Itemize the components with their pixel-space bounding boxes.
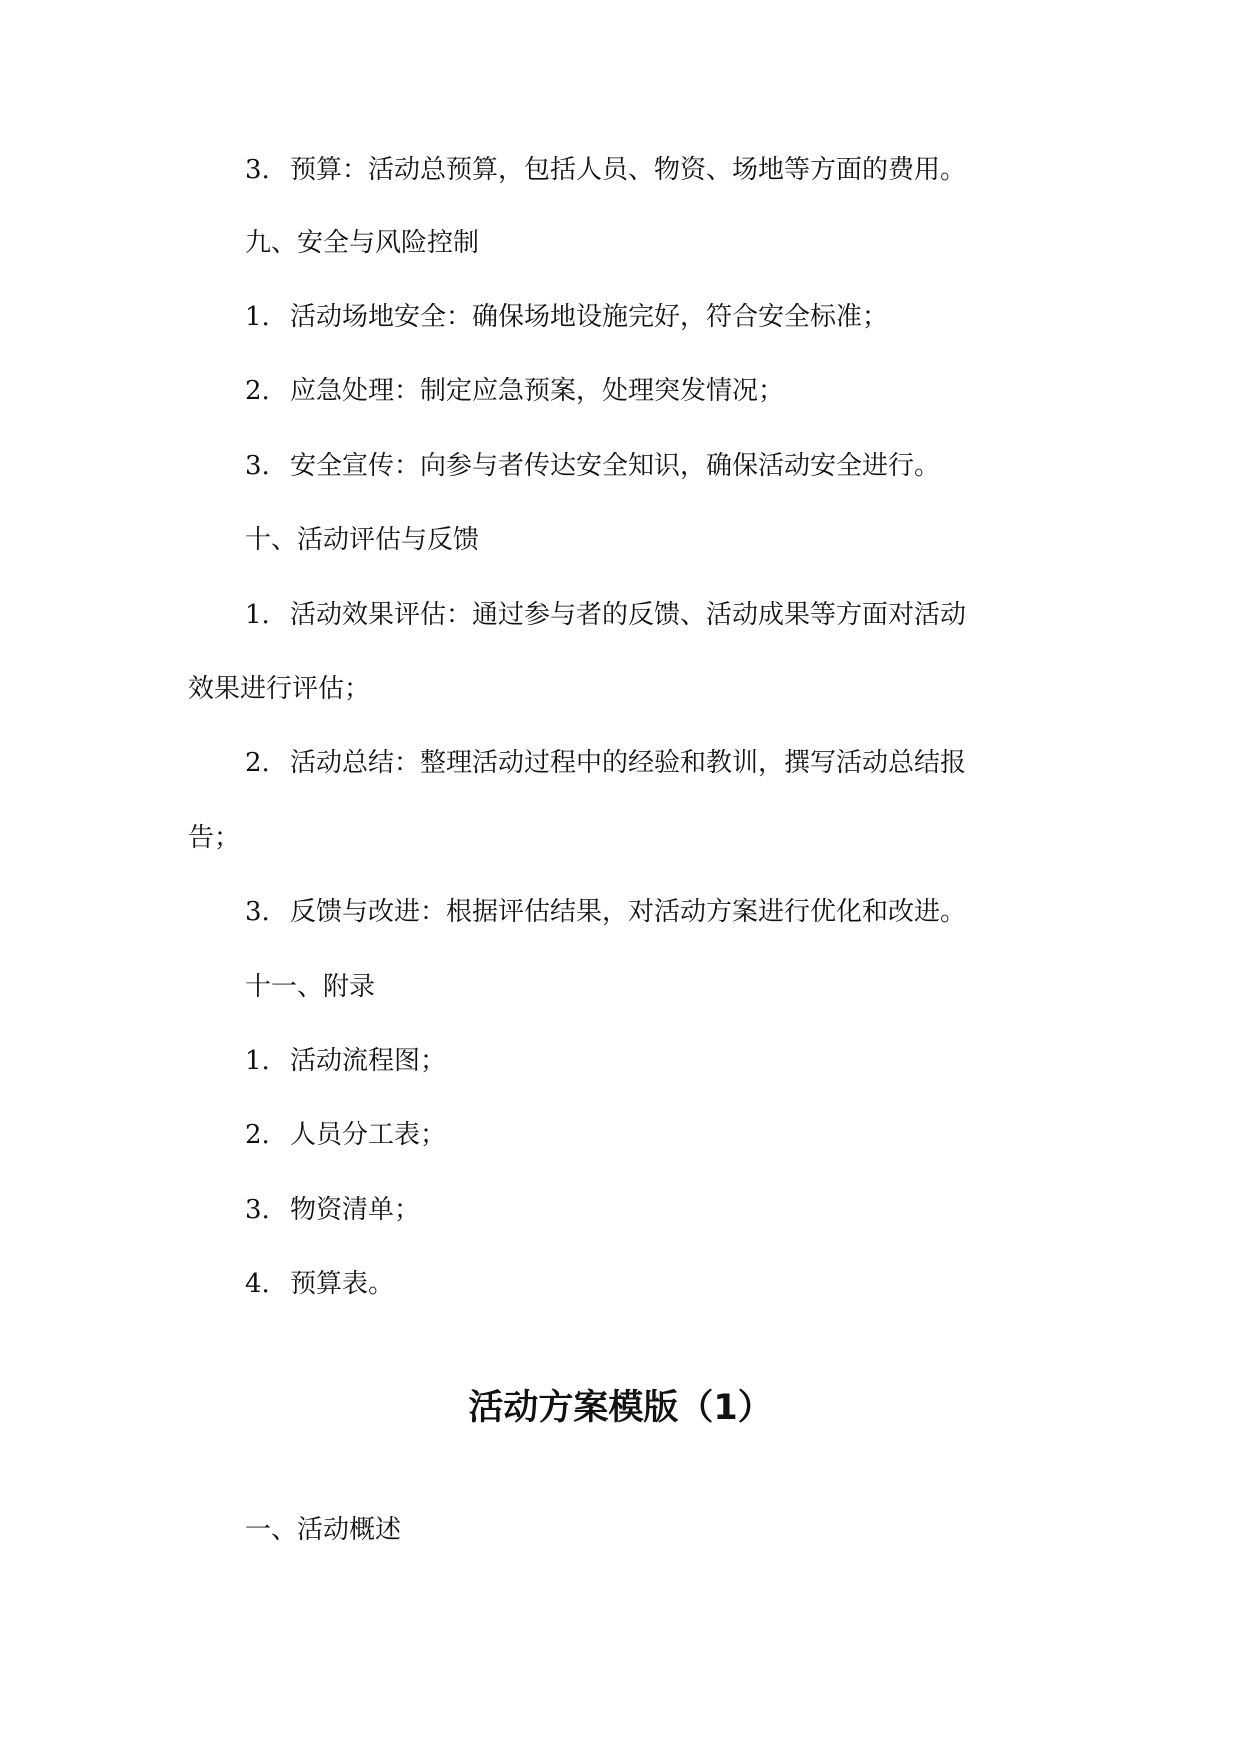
item-text: 活动效果评估：通过参与者的反馈、活动成果等方面对活动	[290, 600, 967, 630]
item-number: 4.	[245, 1269, 270, 1299]
item-number: 1.	[245, 600, 270, 630]
item-number: 3.	[245, 1195, 270, 1225]
list-item	[245, 1043, 446, 1079]
item-text: 活动总结：整理活动过程中的经验和教训，撰写活动总结报	[290, 748, 967, 778]
item-number: 3.	[245, 155, 270, 185]
section-heading-9: 九、安全与风险控制	[245, 228, 480, 258]
item-number: 1.	[245, 302, 270, 332]
list-item	[245, 1117, 446, 1153]
item-text: 预算表。	[290, 1269, 395, 1299]
item-text: 反馈与改进：根据评估结果，对活动方案进行优化和改进。	[290, 897, 967, 927]
item-text: 人员分工表；	[290, 1120, 447, 1150]
item-text: 应急处理：制定应急预案，处理突发情况；	[290, 376, 785, 406]
list-item-continuation: 效果进行评估；	[188, 674, 371, 704]
list-item	[245, 448, 940, 484]
item-text: 预算：活动总预算，包括人员、物资、场地等方面的费用。	[290, 155, 967, 185]
list-item	[245, 745, 966, 781]
list-item	[245, 1192, 420, 1228]
item-number: 1.	[245, 1046, 270, 1076]
section-heading-10: 十、活动评估与反馈	[245, 525, 480, 555]
list-item	[245, 299, 888, 335]
item-number: 3.	[245, 451, 270, 481]
item-number: 3.	[245, 897, 270, 927]
section-heading-11: 十一、附录	[245, 972, 376, 1002]
item-number: 2.	[245, 1120, 270, 1150]
item-number: 2.	[245, 748, 270, 778]
list-item	[245, 597, 966, 633]
item-text: 活动流程图；	[290, 1046, 447, 1076]
list-item	[245, 1266, 394, 1302]
list-item-budget	[245, 152, 966, 188]
list-item	[245, 373, 784, 409]
item-text: 物资清单；	[290, 1195, 421, 1225]
list-item-continuation: 告；	[188, 823, 241, 853]
section-heading-1: 一、活动概述	[245, 1515, 402, 1545]
item-text: 安全宣传：向参与者传达安全知识，确保活动安全进行。	[290, 451, 941, 481]
item-text: 活动场地安全：确保场地设施完好，符合安全标准；	[290, 302, 889, 332]
list-item	[245, 894, 966, 930]
item-number: 2.	[245, 376, 270, 406]
document-title: 活动方案模版（1）	[468, 1388, 773, 1428]
